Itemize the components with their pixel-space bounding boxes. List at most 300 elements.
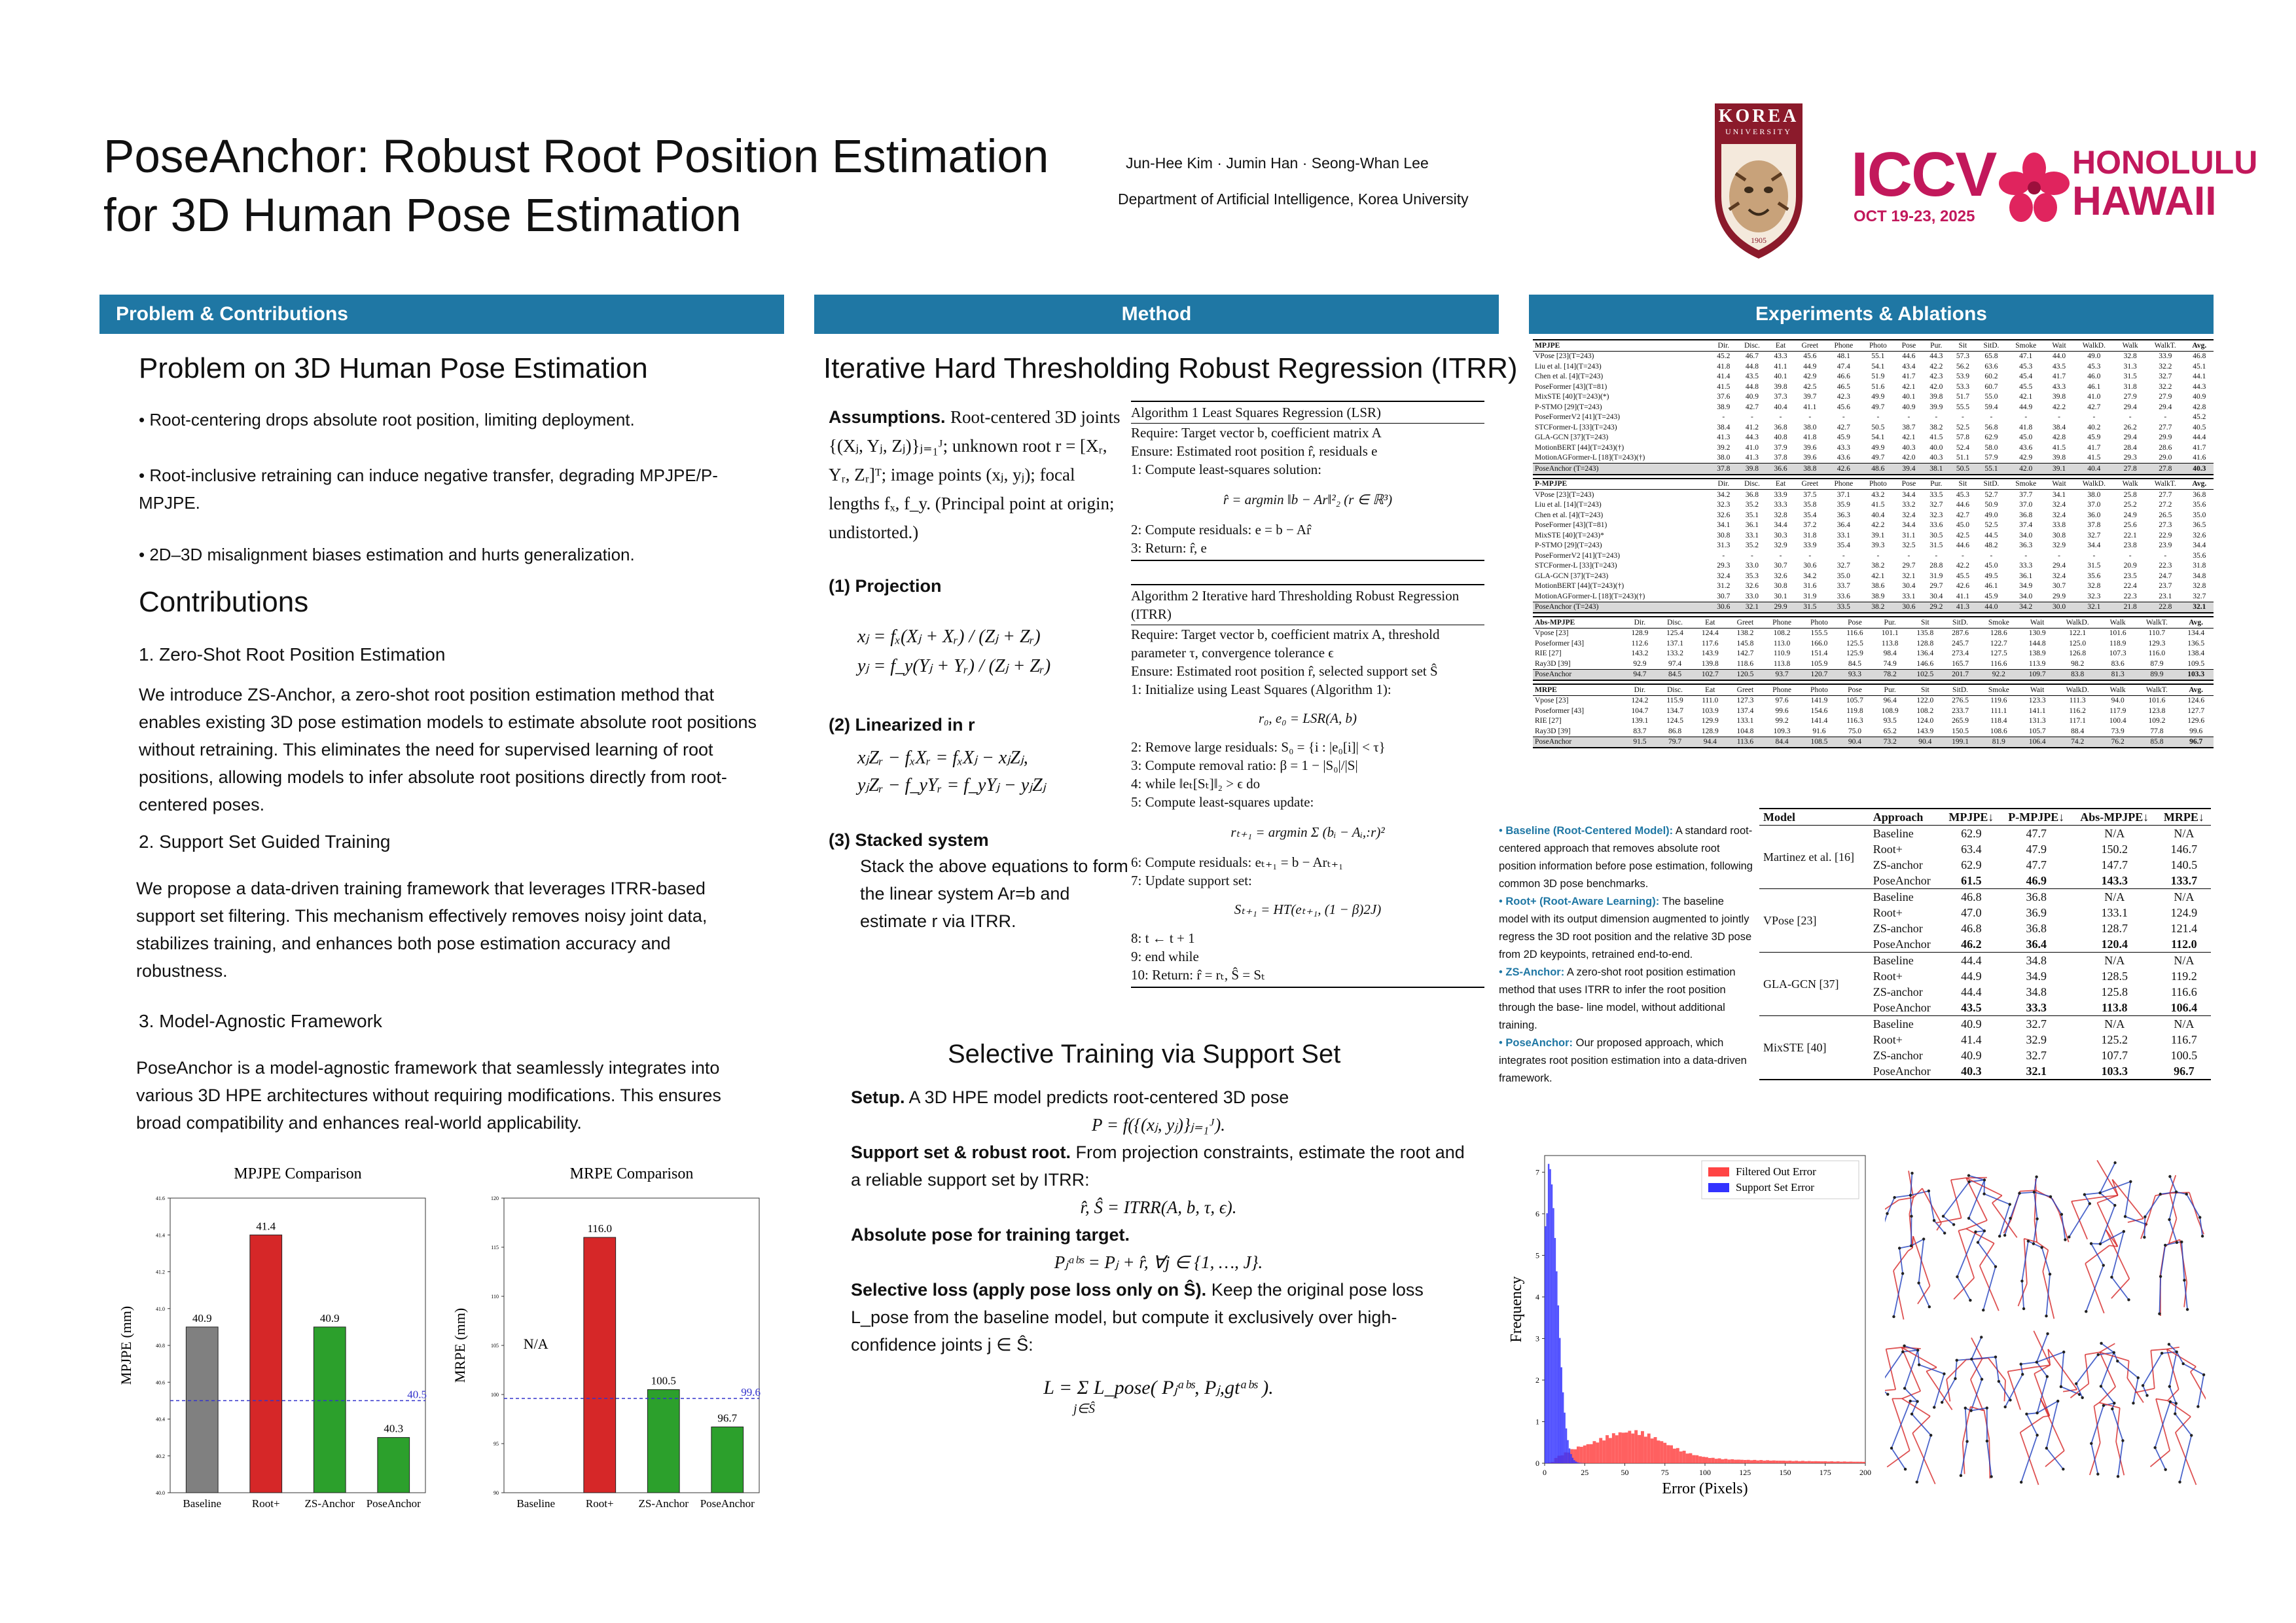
histogram-bin-filtered — [1759, 1460, 1763, 1463]
value-cell: 75.0 — [1848, 727, 1862, 735]
value-cell: 83.7 — [1633, 727, 1647, 735]
value-cell: 125.0 — [2069, 639, 2087, 647]
value-cell: 42.0 — [1929, 382, 1943, 391]
histogram-bin-filtered — [1583, 1446, 1587, 1463]
value-cell: 38.2 — [1871, 603, 1885, 611]
method-cell: MixSTE [40](T=243)* — [1535, 531, 1604, 539]
histogram-bin-filtered — [1712, 1458, 1715, 1463]
value-cell: 32.2 — [2159, 382, 2172, 391]
joint — [1969, 1299, 1971, 1302]
bone-prediction — [1899, 1248, 1903, 1273]
value-cell: 125.5 — [1846, 639, 1863, 647]
histogram-bin-filtered — [1820, 1461, 1823, 1463]
value-cell: 76.2 — [2111, 738, 2125, 746]
value-cell: 32.2 — [2159, 362, 2172, 371]
value-cell: 30.7 — [1717, 592, 1731, 600]
value-cell: - — [1990, 551, 1993, 560]
metric-cell: N/A — [2104, 953, 2125, 967]
bar — [378, 1438, 410, 1493]
support-text: From projection constraints, estimate the root and a reliable support set by ITRR: — [851, 1142, 1465, 1190]
table-title: Abs-MPJPE — [1535, 618, 1575, 627]
value-cell: 41.5 — [1871, 501, 1885, 509]
method-cell: Liu et al. [14](T=243) — [1535, 362, 1602, 371]
histogram-bin-filtered — [1763, 1461, 1766, 1463]
value-cell: 40.1 — [1902, 393, 1916, 401]
value-cell: 27.7 — [2159, 423, 2172, 431]
value-cell: 120.5 — [1736, 670, 1754, 679]
value-cell: 24.9 — [2123, 511, 2137, 519]
algo2-line: 3: Compute removal ratio: β = 1 − |S₀|/|S| — [1131, 757, 1358, 773]
value-cell: 136.5 — [2187, 639, 2205, 647]
metric-cell: 140.5 — [2170, 858, 2198, 871]
method-cell: PoseFormerV2 [41](T=243) — [1535, 551, 1621, 560]
value-cell: 116.3 — [1846, 717, 1863, 725]
histogram-bin-filtered — [1747, 1460, 1750, 1463]
value-cell: 46.8 — [2193, 352, 2206, 361]
histogram-bin-support — [1567, 1440, 1568, 1463]
bone-prediction — [1929, 1191, 1934, 1220]
value-cell: 39.8 — [1774, 382, 1787, 391]
column-header: Greet — [1801, 480, 1819, 488]
histogram-bin-filtered — [1602, 1440, 1605, 1463]
value-cell: 110.7 — [2148, 629, 2166, 638]
value-cell: 134.7 — [1666, 706, 1683, 715]
value-cell: 30.7 — [2052, 582, 2066, 591]
value-cell: 34.1 — [2052, 490, 2066, 499]
histogram-bin-filtered — [1772, 1461, 1776, 1463]
bone-ground-truth — [1951, 1178, 1966, 1180]
value-cell: - — [2092, 413, 2096, 422]
metric-cell: 44.4 — [1961, 953, 1982, 967]
affiliation: Department of Artificial Intelligence, Korea University — [1118, 191, 1469, 208]
value-cell: 44.3 — [2193, 382, 2206, 391]
value-cell: 39.3 — [1871, 541, 1885, 550]
value-cell: - — [2164, 551, 2167, 560]
value-cell: 43.3 — [1837, 443, 1850, 452]
histogram-bin-filtered — [1753, 1460, 1757, 1463]
joint — [2085, 1310, 2087, 1313]
value-cell: 60.2 — [1984, 373, 1998, 381]
bone-prediction — [2011, 1194, 2020, 1218]
metric-cell: 133.1 — [2101, 905, 2128, 919]
value-cell: 265.9 — [1952, 717, 1969, 725]
abs-label: Absolute pose for training target. — [851, 1225, 1130, 1245]
method-cell: Poseformer [43] — [1535, 639, 1585, 647]
histogram-bin-filtered — [1708, 1458, 1712, 1463]
value-cell: 55.0 — [1984, 393, 1998, 401]
value-cell: 129.3 — [2148, 639, 2166, 647]
value-cell: - — [1990, 413, 1993, 422]
bone-prediction — [1919, 1365, 1944, 1374]
value-cell: 38.2 — [1871, 562, 1885, 570]
value-cell: 49.7 — [1871, 403, 1885, 411]
value-cell: 137.1 — [1666, 639, 1683, 647]
method-cell: P-STMO [29](T=243) — [1535, 541, 1602, 550]
metric-cell: 34.8 — [2026, 953, 2047, 967]
results-table-mrpe — [1533, 684, 2214, 748]
histogram-bin-filtered — [1596, 1442, 1599, 1463]
column-header: WalkT. — [2154, 341, 2176, 350]
value-cell: 146.6 — [1916, 659, 1934, 668]
value-cell: 51.6 — [1871, 382, 1885, 391]
value-cell: 46.0 — [2087, 373, 2101, 381]
joint — [1916, 1400, 1918, 1402]
value-cell: 109.5 — [2187, 659, 2205, 668]
value-cell: 118.9 — [2109, 639, 2126, 647]
metric-cell: 63.4 — [1961, 842, 1982, 856]
histogram-bin-filtered — [1804, 1461, 1808, 1463]
table-row — [1533, 695, 2214, 706]
value-cell: 29.4 — [2159, 403, 2172, 411]
value-cell: 27.9 — [2159, 393, 2172, 401]
table-row — [1533, 361, 2214, 372]
value-cell: 27.3 — [2159, 521, 2172, 530]
value-cell: 84.4 — [1775, 738, 1789, 746]
value-cell: 49.0 — [1984, 511, 1998, 519]
joint — [2036, 1434, 2038, 1436]
value-cell: 45.6 — [1837, 403, 1850, 411]
value-cell: 32.7 — [2193, 592, 2206, 600]
histogram-bin-filtered — [1766, 1460, 1769, 1463]
bone-prediction — [2125, 1182, 2130, 1216]
value-cell: 99.6 — [1775, 706, 1789, 715]
joint — [1986, 1406, 1988, 1409]
joint — [2009, 1217, 2011, 1220]
value-cell: 105.9 — [1810, 659, 1828, 668]
method-cell: Chen et al. [4](T=243) — [1535, 511, 1604, 519]
value-cell: 43.2 — [1871, 490, 1885, 499]
joint — [1986, 1440, 1988, 1442]
value-cell: 99.6 — [2189, 727, 2203, 735]
joint — [2020, 1280, 2023, 1283]
joint — [1994, 1265, 1997, 1267]
value-cell: 29.7 — [1902, 562, 1916, 570]
value-cell: 32.6 — [1745, 582, 1759, 591]
value-cell: 37.7 — [2019, 490, 2033, 499]
value-cell: 37.8 — [1774, 454, 1787, 462]
joint — [1886, 1212, 1888, 1214]
value-cell: 36.1 — [1745, 521, 1759, 530]
value-cell: 44.0 — [1984, 603, 1998, 611]
value-cell: 42.2 — [1929, 362, 1943, 371]
value-cell: 37.3 — [1774, 393, 1787, 401]
algo1-line: 2: Compute residuals: e = b − Ar̂ — [1131, 522, 1312, 538]
joint — [2202, 1374, 2205, 1376]
joint — [2144, 1215, 2146, 1218]
ablation-results-table — [1759, 808, 2211, 1080]
joint — [1893, 1196, 1895, 1199]
value-cell: - — [1808, 413, 1812, 422]
joint — [2068, 1235, 2070, 1238]
value-cell: - — [2058, 551, 2060, 560]
value-cell: 40.9 — [1902, 403, 1916, 411]
value-cell: 81.9 — [1992, 738, 2005, 746]
method-cell: PoseAnchor — [1535, 670, 1572, 679]
metric-cell: 44.9 — [1961, 969, 1982, 983]
joint — [2113, 1402, 2115, 1404]
bone-ground-truth — [1908, 1248, 1912, 1251]
y-tick-label: 120 — [491, 1195, 499, 1201]
value-cell: 91.6 — [1812, 727, 1826, 735]
table-row — [1533, 464, 2214, 475]
value-cell: 201.7 — [1952, 670, 1969, 679]
authors: Jun-Hee Kim · Jumin Han · Seong-Whan Lee — [1126, 155, 1429, 172]
bone-prediction — [2037, 1362, 2047, 1377]
value-cell: 57.8 — [1956, 433, 1969, 442]
value-cell: 109.2 — [2148, 717, 2166, 725]
value-cell: 47.1 — [2019, 352, 2033, 361]
histogram-bin-filtered — [1814, 1461, 1818, 1463]
value-cell: 25.2 — [2123, 501, 2137, 509]
value-cell: - — [1751, 413, 1753, 422]
value-cell: 97.6 — [1775, 697, 1789, 705]
joint — [2018, 1192, 2020, 1194]
value-cell: 22.3 — [2123, 592, 2137, 600]
value-cell: 44.8 — [1745, 382, 1759, 391]
joint — [2098, 1192, 2101, 1194]
joint — [2197, 1405, 2199, 1408]
column-header: WalkD. — [2082, 341, 2106, 350]
value-cell: 111.0 — [1702, 697, 1719, 705]
bone-ground-truth — [2151, 1349, 2166, 1351]
joint — [2168, 1385, 2171, 1388]
y-tick-label: 6 — [1535, 1209, 1539, 1218]
metric-cell: N/A — [2174, 953, 2195, 967]
value-cell: 135.8 — [1916, 629, 1934, 638]
value-cell: 35.6 — [2193, 501, 2206, 509]
value-cell: 117.6 — [1702, 639, 1719, 647]
value-cell: 111.1 — [1990, 706, 2007, 715]
metric-cell: 150.2 — [2101, 842, 2128, 856]
metric-cell: 46.8 — [1961, 890, 1982, 903]
table-title: P-MPJPE — [1535, 480, 1568, 488]
column-header: Greet — [1801, 341, 1819, 350]
value-cell: 46.5 — [1837, 382, 1850, 391]
table-header-row — [1533, 479, 2214, 490]
column-header: Sit — [1920, 618, 1929, 627]
value-cell: 38.6 — [1871, 582, 1885, 591]
bone-prediction — [2026, 1414, 2037, 1435]
value-cell: 38.4 — [2052, 423, 2066, 431]
value-cell: 29.2 — [1929, 603, 1943, 611]
joint — [1983, 1230, 1986, 1232]
joint — [2064, 1238, 2066, 1241]
value-cell: 96.7 — [2189, 738, 2203, 746]
algorithm-2 — [1131, 584, 1484, 988]
value-cell: 45.6 — [1803, 352, 1817, 361]
value-cell: 33.2 — [1902, 501, 1916, 509]
value-cell: 53.3 — [1956, 382, 1969, 391]
value-cell: 35.6 — [2087, 572, 2101, 580]
poster-title: PoseAnchor: Robust Root Position Estimation for 3D Human Pose Estimation — [103, 131, 1049, 242]
histogram-bin-filtered — [1795, 1461, 1798, 1463]
column-header: Photo — [1869, 341, 1887, 350]
value-cell: 39.7 — [1803, 393, 1817, 401]
value-cell: 45.9 — [1837, 433, 1850, 442]
histogram-bin-support — [1554, 1238, 1556, 1463]
value-cell: 33.3 — [1774, 501, 1787, 509]
joint — [2198, 1216, 2201, 1218]
joint — [1943, 1372, 1945, 1375]
bar — [250, 1235, 282, 1493]
value-cell: 103.9 — [1701, 706, 1719, 715]
abs-equation: Pⱼᵃᵇˢ = Pⱼ + r̂, ∀j ∈ {1, …, J}. — [1054, 1252, 1263, 1272]
joint — [2102, 1404, 2105, 1407]
histogram-bin-support — [1569, 1448, 1570, 1463]
joint — [1910, 1413, 1913, 1415]
joint — [1933, 1219, 1935, 1222]
joint — [2116, 1360, 2119, 1362]
value-cell: 34.1 — [1717, 521, 1731, 530]
value-cell: 42.7 — [2087, 403, 2101, 411]
value-cell: 88.4 — [2071, 727, 2085, 735]
column-header: Phone — [1834, 480, 1854, 488]
joint — [1970, 1358, 1973, 1360]
bone-prediction — [1912, 1414, 1931, 1435]
metric-cell: 96.7 — [2174, 1064, 2195, 1078]
bar-value-label: 40.3 — [384, 1422, 404, 1435]
histogram-bin-filtered — [1634, 1430, 1638, 1463]
y-axis-label: MPJPE (mm) — [118, 1305, 134, 1385]
error-histogram — [1505, 1142, 1885, 1509]
value-cell: 125.9 — [1846, 649, 1863, 658]
value-cell: 52.4 — [1956, 443, 1969, 452]
value-cell: - — [2128, 413, 2132, 422]
bar — [314, 1327, 346, 1493]
y-tick-label: 105 — [491, 1343, 499, 1349]
value-cell: 78.2 — [1883, 670, 1897, 679]
histogram-bin-filtered — [1840, 1462, 1843, 1463]
value-cell: 31.8 — [2193, 562, 2206, 570]
histogram-bin-filtered — [1686, 1453, 1689, 1463]
value-cell: 32.8 — [2087, 582, 2101, 591]
value-cell: 29.0 — [2159, 454, 2172, 462]
loss-equation-subscript: j∈Ŝ — [1073, 1402, 1095, 1416]
value-cell: 31.2 — [1717, 582, 1731, 591]
histogram-bin-filtered — [1676, 1448, 1679, 1463]
joint — [2113, 1204, 2116, 1207]
histogram-bin-support — [1562, 1393, 1564, 1463]
value-cell: 245.7 — [1952, 639, 1969, 647]
value-cell: 45.9 — [2087, 433, 2101, 442]
table-row — [1533, 382, 2214, 392]
histogram-bin-support — [1548, 1164, 1549, 1463]
value-cell: 96.4 — [1883, 697, 1897, 705]
ablation-row — [1759, 889, 2211, 905]
histogram-bin-filtered — [1721, 1459, 1725, 1463]
value-cell: 32.6 — [1774, 572, 1787, 580]
contribution-2-title: 2. Support Set Guided Training — [139, 831, 391, 852]
table-row — [1533, 581, 2214, 592]
value-cell: 43.5 — [1745, 373, 1759, 381]
value-cell: 42.1 — [1902, 433, 1916, 442]
approach-cell: Baseline — [1873, 953, 1914, 967]
value-cell: 40.3 — [2193, 464, 2206, 473]
value-cell: - — [1961, 413, 1964, 422]
value-cell: 91.5 — [1633, 738, 1647, 746]
value-cell: 42.0 — [2019, 464, 2033, 473]
histogram-bin-filtered — [1852, 1462, 1856, 1463]
value-cell: 39.8 — [2052, 454, 2066, 462]
value-cell: 32.8 — [2123, 352, 2137, 361]
joint — [1929, 1434, 1932, 1436]
value-cell: 143.2 — [1631, 649, 1649, 658]
joint — [1886, 1393, 1889, 1395]
reference-label: 99.6 — [741, 1386, 761, 1398]
value-cell: 105.7 — [1846, 697, 1863, 705]
column-header: Greet — [1736, 685, 1754, 694]
joint — [2142, 1384, 2144, 1387]
joint — [1916, 1349, 1919, 1351]
value-cell: 45.2 — [1717, 352, 1731, 361]
mrpe-comparison-chart — [452, 1159, 779, 1532]
approach-cell: Root+ — [1873, 969, 1903, 983]
value-cell: - — [1907, 551, 1910, 560]
histogram-bin-filtered — [1856, 1462, 1859, 1463]
y-tick-label: 95 — [493, 1441, 499, 1447]
value-cell: 42.9 — [2019, 454, 2033, 462]
table-row — [1533, 649, 2214, 659]
value-cell: 49.9 — [1871, 443, 1885, 452]
value-cell: 37.9 — [1774, 443, 1787, 452]
joint — [2046, 1332, 2049, 1335]
y-tick-label: 7 — [1535, 1167, 1539, 1177]
note-zsanchor: • ZS-Anchor: A zero-shot root position estimation method that uses ITRR to infer the root position through the base- line model, without additional training. — [1499, 966, 1736, 1031]
table-row — [1533, 433, 2214, 443]
value-cell: 31.8 — [2123, 382, 2137, 391]
ablation-column-header: P-MPJPE↓ — [2008, 810, 2065, 824]
table-header-row — [1533, 340, 2214, 351]
bone-prediction — [1885, 1214, 1887, 1241]
value-cell: 41.8 — [2019, 423, 2033, 431]
value-cell: 41.6 — [2193, 454, 2206, 462]
value-cell: 40.3 — [1929, 454, 1943, 462]
algo2-line: Ensure: Estimated root position r̂, selected support set Ŝ — [1131, 663, 1438, 679]
joint — [2097, 1353, 2100, 1356]
value-cell: 141.1 — [2028, 706, 2046, 715]
table-row — [1533, 669, 2214, 680]
value-cell: 34.2 — [1803, 572, 1817, 580]
value-cell: 27.8 — [2123, 464, 2137, 473]
histogram-bin-filtered — [1615, 1435, 1619, 1463]
value-cell: 29.9 — [2159, 433, 2172, 442]
bar-value-label: 100.5 — [651, 1374, 676, 1387]
histogram-bin-filtered — [1590, 1444, 1593, 1463]
metric-cell: 125.8 — [2101, 985, 2128, 998]
value-cell: 36.0 — [2087, 511, 2101, 519]
value-cell: 22.1 — [2123, 531, 2137, 539]
column-header: Dir. — [1634, 618, 1646, 627]
value-cell: 33.1 — [1902, 592, 1916, 600]
value-cell: - — [1935, 551, 1938, 560]
table-row — [1533, 541, 2214, 551]
joint — [1892, 1315, 1895, 1318]
joint — [2183, 1279, 2185, 1281]
joint — [2033, 1191, 2036, 1194]
value-cell: 27.9 — [2123, 393, 2137, 401]
column-header: Phone — [1772, 685, 1791, 694]
histogram-bin-filtered — [1785, 1461, 1789, 1463]
metric-cell: N/A — [2174, 1017, 2195, 1030]
value-cell: 116.6 — [1990, 659, 2007, 668]
joint — [2035, 1175, 2037, 1178]
table-row — [1533, 453, 2214, 464]
method-cell: Chen et al. [4](T=243) — [1535, 373, 1604, 381]
joint — [1890, 1447, 1893, 1450]
joint — [2022, 1307, 2025, 1310]
metric-cell: 61.5 — [1961, 873, 1982, 887]
histogram-bin-filtered — [1830, 1461, 1833, 1463]
